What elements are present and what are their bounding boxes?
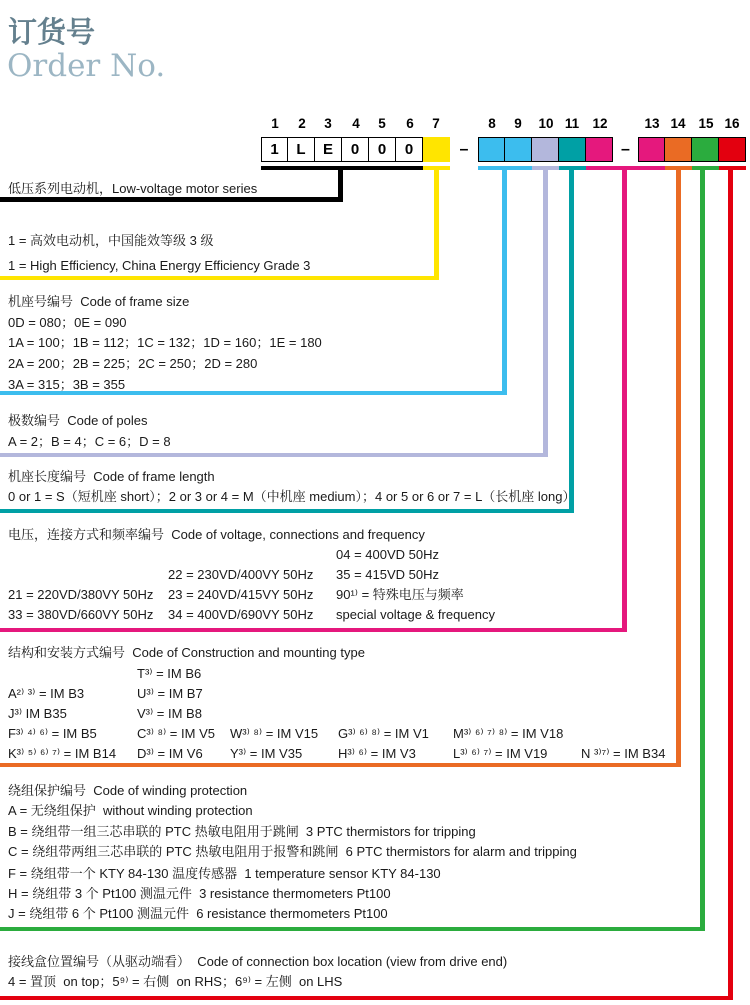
connection-box-header: 接线盒位置编号（从驱动端看） Code of connection box location (view from drive end) <box>8 954 508 969</box>
construction-entry: G³⁾ ⁶⁾ ⁸⁾ = IM V1 <box>338 726 429 741</box>
code-cell-13 <box>638 137 665 162</box>
connector-frame-length <box>569 166 574 513</box>
code-cell-14 <box>665 137 692 162</box>
poles-header: 极数编号 Code of poles <box>8 413 148 428</box>
code-cell-16 <box>719 137 746 162</box>
winding-row: F = 绕组带一个 KTY 84-130 温度传感器 1 temperature sensor KTY 84-130 <box>8 866 441 881</box>
underline-frame-length <box>0 509 574 513</box>
underline-voltage <box>0 628 627 632</box>
group-separator-dash-1: – <box>459 141 469 158</box>
construction-entry: W³⁾ ⁸⁾ = IM V15 <box>230 726 319 741</box>
connection-box-row: 4 = 置顶 on top；5⁹⁾ = 右侧 on RHS；6⁹⁾ = 左侧 on LHS <box>8 974 343 989</box>
frame-size-row: 1A = 100；1B = 112；1C = 132；1D = 160；1E = 180 <box>8 335 322 350</box>
page-title-zh: 订货号 <box>8 15 96 49</box>
position-number-14: 14 <box>670 116 686 131</box>
position-number-13: 13 <box>644 116 660 131</box>
position-number-12: 12 <box>592 116 608 131</box>
winding-row: B = 绕组带一组三芯串联的 PTC 热敏电阻用于跳闸 3 PTC thermistors for tripping <box>8 824 476 839</box>
underline-efficiency <box>0 276 439 280</box>
frame-size-row: 0D = 080；0E = 090 <box>8 315 127 330</box>
construction-entry: F³⁾ ⁴⁾ ⁶⁾ = IM B5 <box>8 726 97 741</box>
construction-entry: K³⁾ ⁵⁾ ⁶⁾ ⁷⁾ = IM B14 <box>8 746 117 761</box>
position-number-15: 15 <box>698 116 714 131</box>
position-number-11: 11 <box>564 116 580 131</box>
page-title-en: Order No. <box>7 48 166 84</box>
code-cell-5: 0 <box>369 137 396 162</box>
voltage-entry: 90¹⁾ = 特殊电压与频率 <box>336 587 464 602</box>
winding-row: H = 绕组带 3 个 Pt100 测温元件 3 resistance thermometers Pt100 <box>8 886 391 901</box>
construction-header: 结构和安装方式编号 Code of Construction and mounting type <box>8 645 365 660</box>
position-number-4: 4 <box>352 116 360 131</box>
construction-entry: A²⁾ ³⁾ = IM B3 <box>8 686 85 701</box>
construction-entry: T³⁾ = IM B6 <box>137 666 202 681</box>
connector-construction <box>676 166 681 767</box>
underline-winding <box>0 927 705 931</box>
underline-poles <box>0 453 548 457</box>
code-cell-8 <box>478 137 505 162</box>
construction-entry: Y³⁾ = IM V35 <box>230 746 303 761</box>
code-cell-4: 0 <box>342 137 369 162</box>
code-cell-6: 0 <box>396 137 423 162</box>
frame-length-header: 机座长度编号 Code of frame length <box>8 469 215 484</box>
code-cell-3: E <box>315 137 342 162</box>
frame-length-row: 0 or 1 = S（短机座 short）；2 or 3 or 4 = M（中机座 medium）；4 or 5 or 6 or 7 = L（长机座 long） <box>8 489 576 504</box>
frame-size-row: 2A = 200；2B = 225；2C = 250；2D = 280 <box>8 356 258 371</box>
code-cell-11 <box>559 137 586 162</box>
underline-connection-box <box>0 996 733 1000</box>
series-label: 低压系列电动机，Low-voltage motor series <box>8 181 258 196</box>
position-number-8: 8 <box>488 116 496 131</box>
winding-row: C = 绕组带两组三芯串联的 PTC 热敏电阻用于报警和跳闸 6 PTC thermistors for alarm and tripping <box>8 844 577 859</box>
position-number-7: 7 <box>432 116 440 131</box>
position-number-10: 10 <box>538 116 554 131</box>
position-number-6: 6 <box>406 116 414 131</box>
efficiency-line-en: 1 = High Efficiency, China Energy Efficiency Grade 3 <box>8 258 311 273</box>
voltage-entry: 23 = 240VD/415VY 50Hz <box>168 587 314 602</box>
position-number-3: 3 <box>324 116 332 131</box>
voltage-entry: 33 = 380VD/660VY 50Hz <box>8 607 154 622</box>
construction-entry: H³⁾ ⁶⁾ = IM V3 <box>338 746 416 761</box>
group-separator-dash-2: – <box>621 141 630 158</box>
position-number-16: 16 <box>724 116 740 131</box>
connector-winding <box>700 166 705 931</box>
construction-entry: D³⁾ = IM V6 <box>137 746 203 761</box>
connector-efficiency <box>434 166 439 280</box>
code-cell-10 <box>532 137 559 162</box>
position-number-1: 1 <box>271 116 279 131</box>
position-number-5: 5 <box>378 116 386 131</box>
underbar-winding <box>692 166 719 170</box>
construction-entry: N ³⁾⁷⁾ = IM B34 <box>581 746 666 761</box>
position-number-9: 9 <box>514 116 522 131</box>
underline-series <box>0 197 343 202</box>
underline-construction <box>0 763 681 767</box>
code-cell-12 <box>586 137 613 162</box>
efficiency-line-zh: 1 = 高效电动机，中国能效等级 3 级 <box>8 233 214 248</box>
construction-entry: M³⁾ ⁶⁾ ⁷⁾ ⁸⁾ = IM V18 <box>453 726 564 741</box>
code-cell-9 <box>505 137 532 162</box>
voltage-entry: 34 = 400VD/690VY 50Hz <box>168 607 314 622</box>
code-cell-1: 1 <box>261 137 288 162</box>
connector-frame-size <box>502 166 507 395</box>
position-number-2: 2 <box>298 116 306 131</box>
poles-row: A = 2；B = 4；C = 6；D = 8 <box>8 434 171 449</box>
frame-size-row: 3A = 315；3B = 355 <box>8 377 126 392</box>
construction-entry: L³⁾ ⁶⁾ ⁷⁾ = IM V19 <box>453 746 548 761</box>
construction-entry: V³⁾ = IM B8 <box>137 706 202 721</box>
frame-size-header: 机座号编号 Code of frame size <box>8 294 190 309</box>
code-cell-7 <box>423 137 450 162</box>
voltage-entry: 22 = 230VD/400VY 50Hz <box>168 567 314 582</box>
voltage-entry: special voltage & frequency <box>336 607 495 622</box>
voltage-header: 电压，连接方式和频率编号 Code of voltage, connections and frequency <box>8 527 425 542</box>
winding-header: 绕组保护编号 Code of winding protection <box>8 783 248 798</box>
winding-row: A = 无绕组保护 without winding protection <box>8 803 253 818</box>
winding-row: J = 绕组带 6 个 Pt100 测温元件 6 resistance thermometers Pt100 <box>8 906 388 921</box>
code-cell-2: L <box>288 137 315 162</box>
construction-entry: J³⁾ IM B35 <box>8 706 67 721</box>
connector-connection-box <box>728 166 733 1000</box>
construction-entry: U³⁾ = IM B7 <box>137 686 203 701</box>
voltage-entry: 04 = 400VD 50Hz <box>336 547 439 562</box>
code-cell-15 <box>692 137 719 162</box>
voltage-entry: 21 = 220VD/380VY 50Hz <box>8 587 154 602</box>
connector-poles <box>543 166 548 457</box>
voltage-entry: 35 = 415VD 50Hz <box>336 567 439 582</box>
connector-voltage <box>622 166 627 632</box>
construction-entry: C³⁾ ⁸⁾ = IM V5 <box>137 726 215 741</box>
